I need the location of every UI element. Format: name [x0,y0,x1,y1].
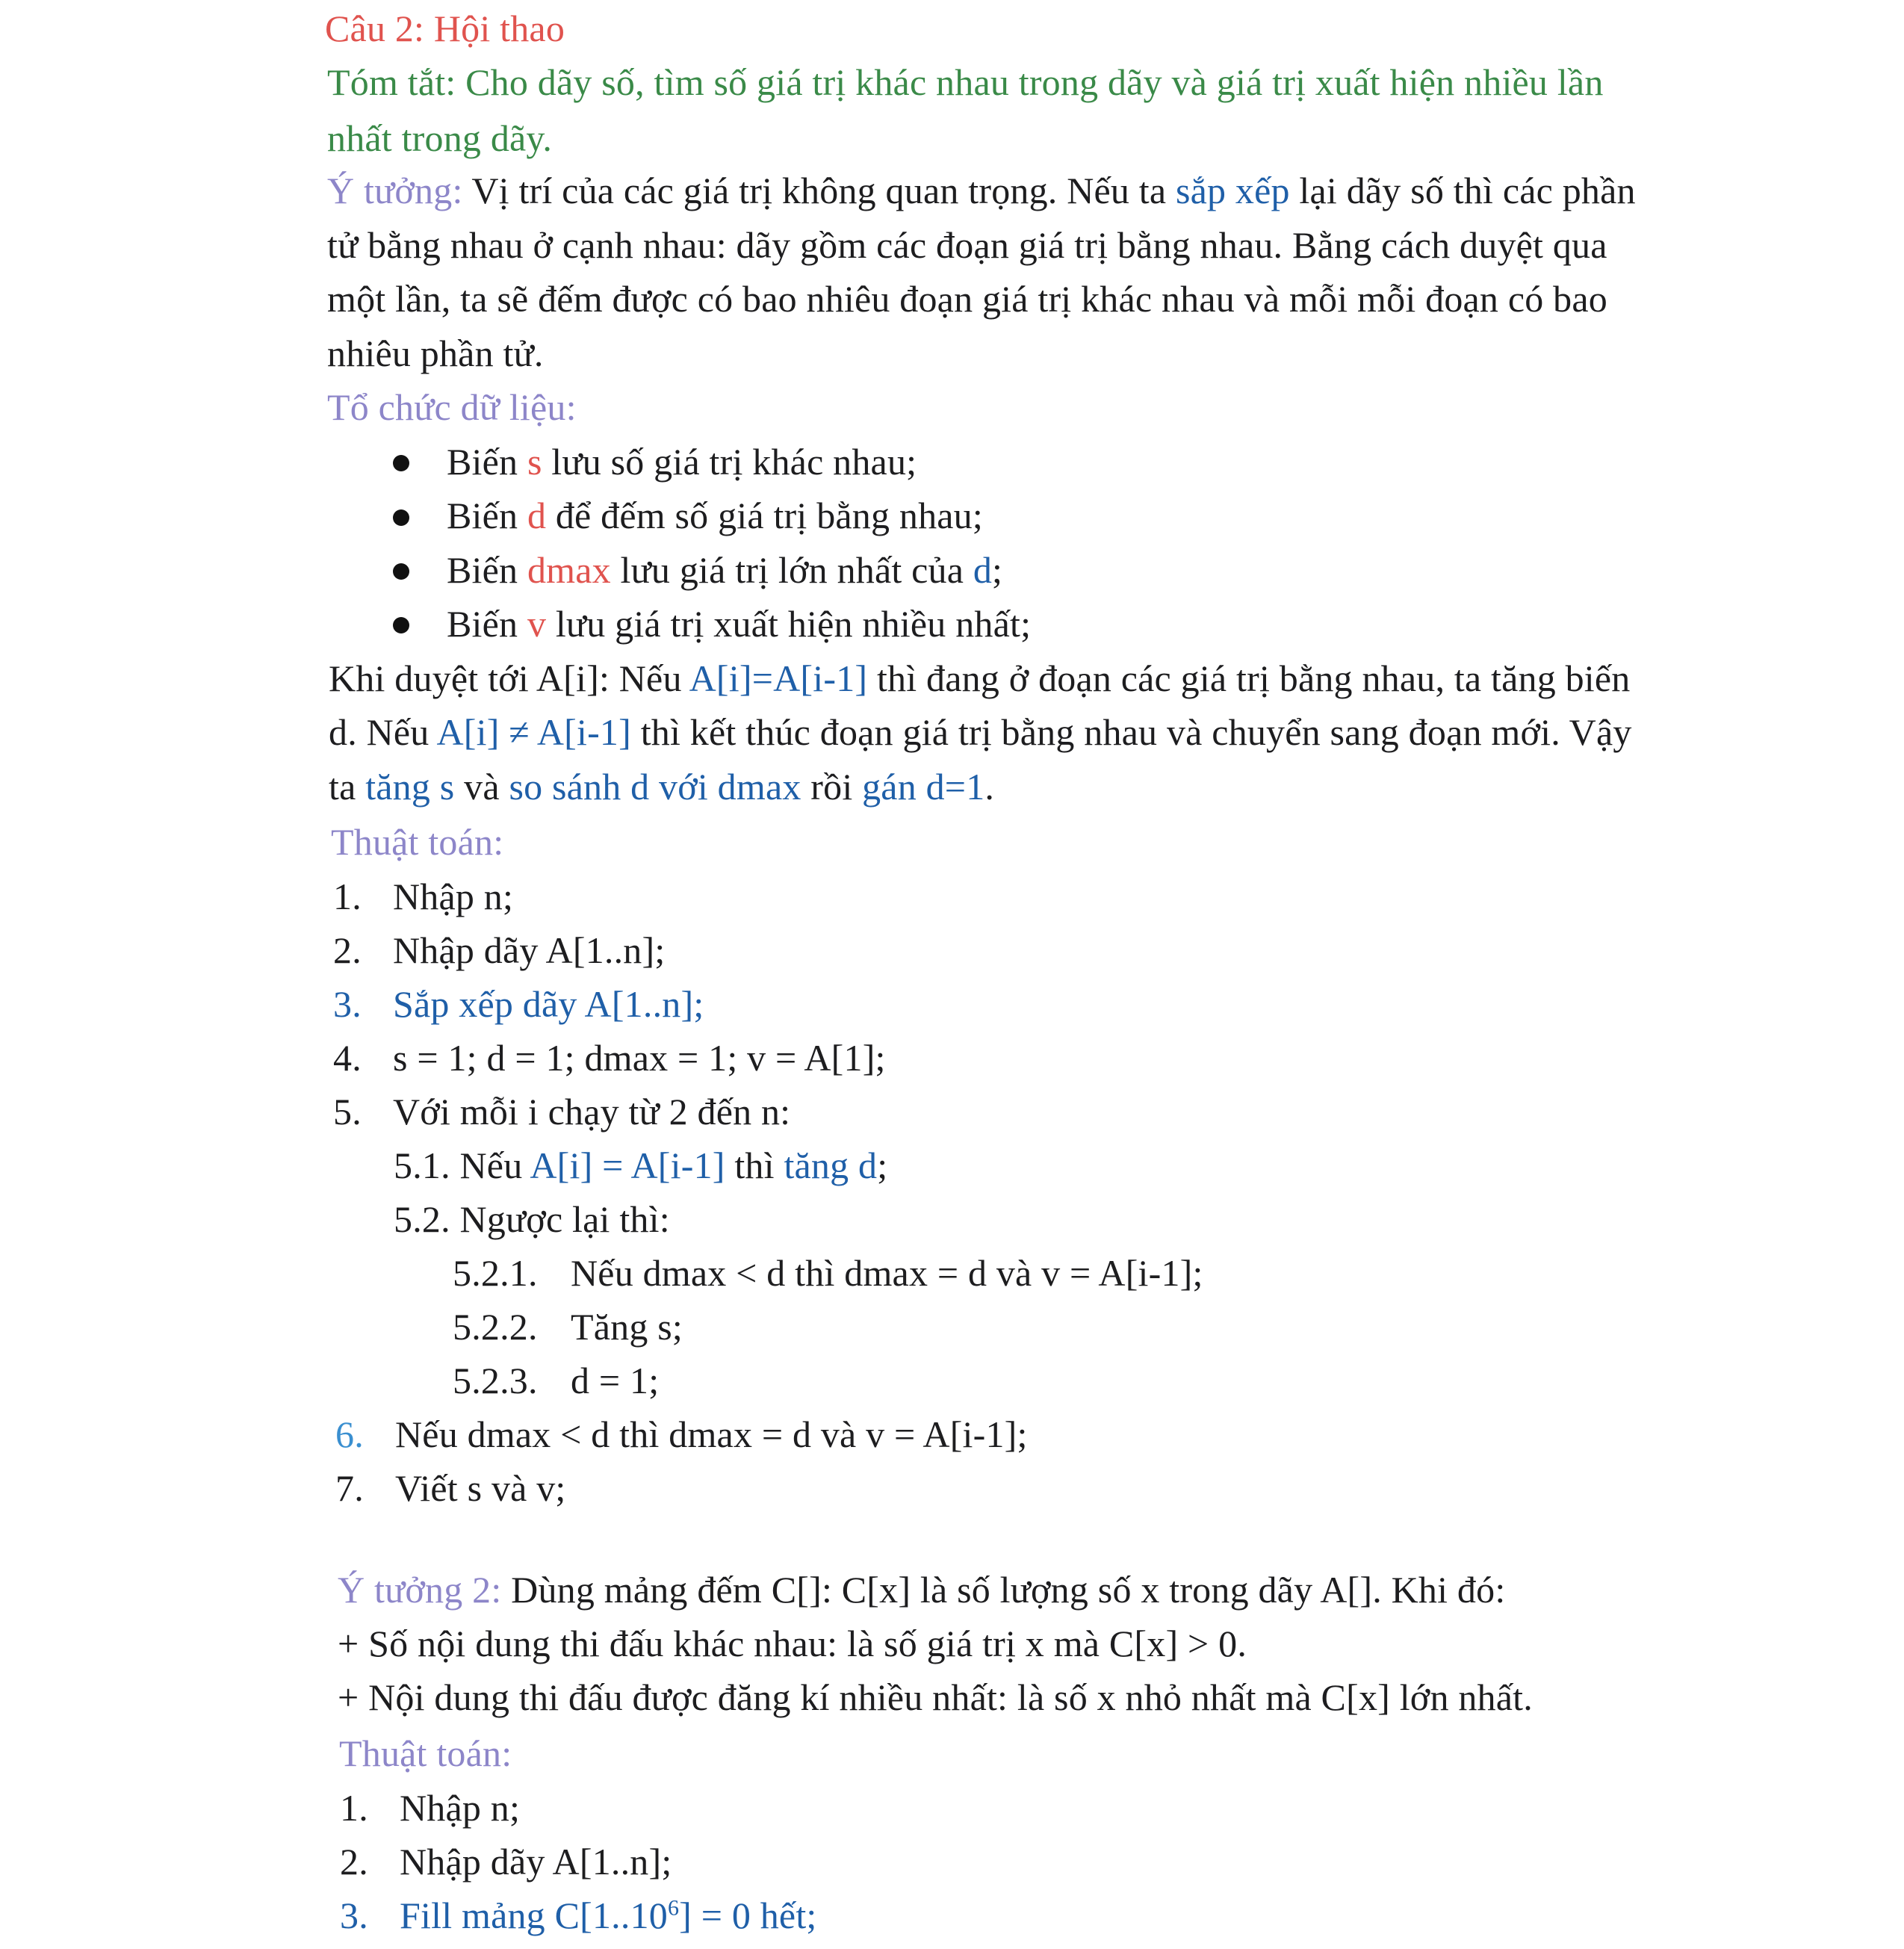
idea-line-2: tử bằng nhau ở cạnh nhau: dãy gồm các đoạn giá trị bằng nhau. Bằng cách duyệt qua [327,224,1607,266]
step-number: 5.2.1. [453,1252,538,1294]
explain-text: . [984,766,995,808]
idea2-line [338,1567,1505,1612]
step-number: 1. [340,1787,368,1829]
step-number: 3. [333,983,362,1025]
idea2-label: Ý tưởng 2: [338,1569,502,1611]
bullet-icon [393,563,409,580]
explain-text: Khi duyệt tới A[i]: Nếu [329,657,689,699]
explain-line-2 [329,710,1632,754]
explain-text: thì kết thúc đoạn giá trị bằng nhau và chuyển sang đoạn mới. Vậy [631,711,1632,753]
step-number: 2. [333,929,362,971]
idea-text-1b: lại dãy số thì các phần [1289,170,1636,211]
bullet-variable: dmax [527,549,611,591]
step-number: 5. [333,1091,362,1132]
step-superscript: 6 [667,1895,680,1921]
explain-highlight: tăng s [365,766,455,808]
idea-text-1a: Vị trí của các giá trị không quan trọng. Nếu ta [462,170,1176,211]
idea2-text: Dùng mảng đếm C[]: C[x] là số lượng số x trong dãy A[]. Khi đó: [501,1569,1506,1611]
step-number: 5.2.3. [453,1360,538,1401]
step-text: Tăng s; [571,1306,683,1348]
step-text: Viết s và v; [395,1467,566,1509]
bullet-text: Biến [447,549,527,591]
algo1-step-4 [333,1035,886,1080]
idea-line-1 [327,168,1636,213]
step-text: 5.1. Nếu [394,1144,530,1186]
step-text: Nhập n; [400,1787,521,1829]
explain-highlight: gán d=1 [862,766,985,808]
bullet-variable: v [527,603,547,645]
explain-highlight: A[i]=A[i-1] [689,657,868,699]
algo1-step-2 [333,928,665,973]
step-text: ; [877,1144,888,1186]
step-text: d = 1; [571,1360,660,1401]
algo1-step-5-2: 5.2. Ngược lại thì: [394,1198,670,1240]
idea-line-4: nhiêu phần tử. [327,332,544,374]
step-text: Nếu dmax < d thì dmax = d và v = A[i-1]; [571,1252,1203,1294]
data-org-label: Tổ chức dữ liệu: [327,386,577,428]
step-text: Nhập dãy A[1..n]; [393,929,666,971]
step-text: s = 1; d = 1; dmax = 1; v = A[1]; [393,1037,886,1079]
bullet-text: lưu giá trị lớn nhất của [610,549,973,591]
bullet-icon [393,455,409,471]
bullet-item-s [447,439,917,484]
step-text: thì [725,1144,784,1186]
algo2-label: Thuật toán: [339,1732,512,1774]
bullet-text: Biến [447,441,527,483]
explain-highlight: so sánh d với dmax [509,766,801,808]
bullet-text: ; [992,549,1003,591]
step-highlight: tăng d [784,1144,878,1186]
summary-line-1 [327,60,1604,105]
step-text: Với mỗi i chạy từ 2 đến n: [393,1091,791,1132]
bullet-text: lưu giá trị xuất hiện nhiều nhất; [546,603,1032,645]
bullet-text: lưu số giá trị khác nhau; [542,441,917,483]
step-text: Fill mảng C[1..10 [400,1894,668,1936]
algo1-step-5-2-2 [453,1304,683,1349]
algo1-step-5 [333,1089,790,1134]
explain-text: ta [329,766,366,808]
bullet-text: Biến [447,495,527,536]
algo1-step-7 [335,1466,566,1510]
algo2-step-2 [340,1839,672,1884]
step-text: Sắp xếp dãy A[1..n]; [393,983,704,1025]
algo1-step-6 [335,1412,1028,1457]
summary-line-2: nhất trong dãy. [327,117,553,159]
algo1-step-5-2-1 [453,1251,1203,1295]
bullet-text: Biến [447,603,527,645]
step-text: ] = 0 hết; [679,1894,817,1936]
step-number: 2. [340,1841,368,1883]
step-text: Nếu dmax < d thì dmax = d và v = A[i-1]; [395,1413,1028,1455]
idea2-point-2: + Nội dung thi đấu được đăng kí nhiều nhất: là số x nhỏ nhất mà C[x] lớn nhất. [338,1676,1533,1718]
explain-text: thì đang ở đoạn các giá trị bằng nhau, ta tăng biến [867,657,1631,699]
step-number: 4. [333,1037,362,1079]
algo1-label: Thuật toán: [331,821,504,863]
idea2-point-1: + Số nội dung thi đấu khác nhau: là số giá trị x mà C[x] > 0. [338,1623,1247,1664]
bullet-icon [393,617,409,633]
bullet-item-dmax [447,548,1002,592]
bullet-variable: s [527,441,542,483]
algo2-step-1 [340,1785,520,1830]
summary-label: Tóm tắt: [327,61,456,103]
explain-text: rồi [801,766,863,808]
summary-text-1: Cho dãy số, tìm số giá trị khác nhau trong dãy và giá trị xuất hiện nhiều lần [456,61,1604,103]
step-number: 7. [335,1467,364,1509]
step-text: Nhập n; [393,876,514,917]
algo1-step-1 [333,874,513,919]
explain-line-1 [329,656,1631,701]
idea-line-3: một lần, ta sẽ đếm được có bao nhiêu đoạn giá trị khác nhau và mỗi mỗi đoạn có bao [327,278,1607,320]
bullet-item-v [447,601,1031,646]
explain-line-3 [329,764,994,809]
step-number: 6. [335,1413,364,1455]
idea-highlight-sort: sắp xếp [1175,170,1290,211]
step-text: Nhập dãy A[1..n]; [400,1841,672,1883]
question-title: Câu 2: Hội thao [325,7,565,49]
bullet-item-d [447,493,983,538]
algo1-step-5-1 [394,1143,887,1188]
idea-label: Ý tưởng: [327,170,463,211]
step-number: 1. [333,876,362,917]
bullet-icon [393,509,409,526]
bullet-variable-ref: d [973,549,993,591]
bullet-text: để đếm số giá trị bằng nhau; [546,495,983,536]
algo1-step-3 [333,982,704,1026]
explain-highlight: A[i] ≠ A[i-1] [436,711,631,753]
algo1-step-5-2-3 [453,1358,659,1403]
step-number: 3. [340,1894,368,1936]
step-highlight: A[i] = A[i-1] [530,1144,725,1186]
bullet-variable: d [527,495,547,536]
algo2-step-3 [340,1893,817,1938]
explain-text: và [454,766,509,808]
explain-text: d. Nếu [329,711,437,753]
step-number: 5.2.2. [453,1306,538,1348]
